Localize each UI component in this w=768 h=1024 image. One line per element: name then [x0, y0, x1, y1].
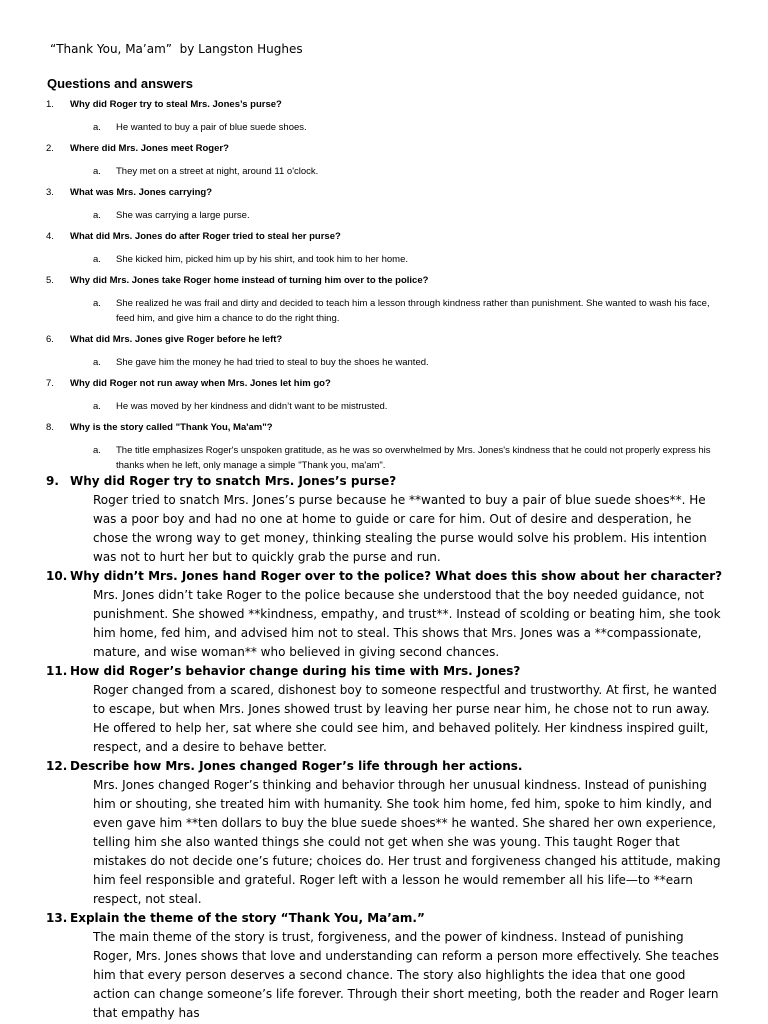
- answer: [0, 252, 768, 267]
- answer-letter: a.: [93, 254, 101, 265]
- answer-text: She was carrying a large purse.: [116, 210, 250, 221]
- question-text: Why didn’t Mrs. Jones hand Roger over to the police? What does this show about her character?: [70, 569, 723, 583]
- answer-text: The title emphasizes Roger's unspoken gratitude, as he was so overwhelmed by Mrs. Jones's kindness that he could not properly express his thanks when he left, only manage a simple "Thank you, ma'am".: [116, 445, 711, 471]
- short-answer-list: [0, 98, 768, 480]
- answer-text: She kicked him, picked him up by his shirt, and took him to her home.: [116, 254, 408, 265]
- answer: [0, 399, 768, 414]
- question-text: Why did Mrs. Jones take Roger home instead of turning him over to the police?: [70, 275, 429, 286]
- answer-text: He wanted to buy a pair of blue suede shoes.: [116, 122, 307, 133]
- question-number: 9.: [46, 474, 59, 488]
- question: [0, 662, 768, 681]
- answer: [0, 208, 768, 223]
- question: [0, 757, 768, 776]
- question-number: 10.: [46, 569, 68, 583]
- question: [0, 142, 768, 164]
- question-number: 13.: [46, 911, 68, 925]
- question: [0, 274, 768, 296]
- list-item: [0, 274, 768, 326]
- answer-letter: a.: [93, 166, 101, 177]
- question: [0, 333, 768, 355]
- question-number: 4.: [46, 231, 54, 242]
- question-number: 1.: [46, 99, 54, 110]
- list-item: [0, 142, 768, 179]
- question-number: 11.: [46, 664, 68, 678]
- answer: [0, 443, 768, 473]
- answer-text: She realized he was frail and dirty and decided to teach him a lesson through kindness rather than punishment. She wanted to wash his face, feed him, and give him a chance to do the right thing.: [116, 298, 710, 324]
- question-number: 2.: [46, 143, 54, 154]
- answer: [0, 296, 768, 326]
- question-text: Why did Roger try to steal Mrs. Jones’s purse?: [70, 99, 282, 110]
- question-text: What did Mrs. Jones do after Roger tried to steal her purse?: [70, 231, 341, 242]
- answer-letter: a.: [93, 401, 101, 412]
- question-text: Describe how Mrs. Jones changed Roger’s life through her actions.: [70, 759, 523, 773]
- answer-letter: a.: [93, 445, 101, 456]
- answer-letter: a.: [93, 298, 101, 309]
- list-item: [0, 421, 768, 473]
- answer-text: She gave him the money he had tried to steal to buy the shoes he wanted.: [116, 357, 429, 368]
- list-item: [0, 377, 768, 414]
- question-number: 6.: [46, 334, 54, 345]
- answer-text: Roger changed from a scared, dishonest boy to someone respectful and trustworthy. At first, he wanted to escape, but when Mrs. Jones showed trust by leaving her purse near him, he chose not to run away. He offered to help her, sat where she could see him, and behaved politely. Her kindness inspired guilt, respect, and a desire to behave better.: [93, 683, 717, 754]
- answer-text: They met on a street at night, around 11 o'clock.: [116, 166, 319, 177]
- question-text: Why did Roger try to snatch Mrs. Jones’s purse?: [70, 474, 397, 488]
- question: [0, 909, 768, 928]
- list-item: [0, 909, 768, 1023]
- list-item: [0, 98, 768, 135]
- list-item: [0, 662, 768, 757]
- question-text: Explain the theme of the story “Thank You, Ma’am.”: [70, 911, 425, 925]
- question: [0, 421, 768, 443]
- list-item: [0, 186, 768, 223]
- list-item: [0, 757, 768, 909]
- question-number: 5.: [46, 275, 54, 286]
- question-number: 7.: [46, 378, 54, 389]
- list-item: [0, 230, 768, 267]
- answer: [0, 164, 768, 179]
- long-answer-list: [0, 472, 768, 1023]
- answer-text: Mrs. Jones changed Roger’s thinking and behavior through her unusual kindness. Instead of punishing him or shouting, she treated him with humanity. She took him home, fed him, spoke to him kindly, and even gave him **ten dollars to buy the blue suede shoes** he wanted. She shared her own experience, telling him she also wanted things she could not get when she was young. This taught Roger that mistakes do not decide one’s future; choices do. Her trust and forgiveness changed his attitude, making him feel responsible and grateful. Roger left with a lesson he would remember all his life—to **earn respect, not steal.: [93, 778, 721, 906]
- question-text: How did Roger’s behavior change during his time with Mrs. Jones?: [70, 664, 521, 678]
- document-title: “Thank You, Ma’am” by Langston Hughes: [50, 42, 303, 56]
- question-number: 3.: [46, 187, 54, 198]
- list-item: [0, 472, 768, 567]
- answer-text: Roger tried to snatch Mrs. Jones’s purse because he **wanted to buy a pair of blue suede shoes**. He was a poor boy and had no one at home to guide or care for him. Out of desire and desperation, he chose the wrong way to get money, thinking stealing the purse would solve his problem. His intention was not to hurt her but to quickly grab the purse and run.: [93, 493, 707, 564]
- answer-text: The main theme of the story is trust, forgiveness, and the power of kindness. Instead of punishing Roger, Mrs. Jones shows that love and understanding can reform a person more effectively. She teaches him that every person deserves a second chance. The story also highlights the idea that one good action can change someone’s life forever. Through their short meeting, both the reader and Roger learn that empathy has: [93, 930, 719, 1020]
- section-heading: Questions and answers: [47, 76, 193, 91]
- list-item: [0, 333, 768, 370]
- answer: [0, 120, 768, 135]
- question-text: Where did Mrs. Jones meet Roger?: [70, 143, 229, 154]
- answer-text: Mrs. Jones didn’t take Roger to the police because she understood that the boy needed guidance, not punishment. She showed **kindness, empathy, and trust**. Instead of scolding or beating him, she took him home, fed him, and advised him not to steal. This shows that Mrs. Jones was a **compassionate, mature, and wise woman** who believed in giving second chances.: [93, 588, 721, 659]
- question: [0, 472, 768, 491]
- question-text: What was Mrs. Jones carrying?: [70, 187, 213, 198]
- answer-letter: a.: [93, 210, 101, 221]
- answer-letter: a.: [93, 357, 101, 368]
- question-text: Why is the story called "Thank You, Ma'am"?: [70, 422, 273, 433]
- question: [0, 186, 768, 208]
- question-text: What did Mrs. Jones give Roger before he left?: [70, 334, 283, 345]
- question-text: Why did Roger not run away when Mrs. Jones let him go?: [70, 378, 331, 389]
- question: [0, 567, 768, 586]
- question: [0, 230, 768, 252]
- question-number: 8.: [46, 422, 54, 433]
- answer-text: He was moved by her kindness and didn’t want to be mistrusted.: [116, 401, 388, 412]
- answer-letter: a.: [93, 122, 101, 133]
- list-item: [0, 567, 768, 662]
- question: [0, 377, 768, 399]
- question-number: 12.: [46, 759, 68, 773]
- answer: [0, 355, 768, 370]
- question: [0, 98, 768, 120]
